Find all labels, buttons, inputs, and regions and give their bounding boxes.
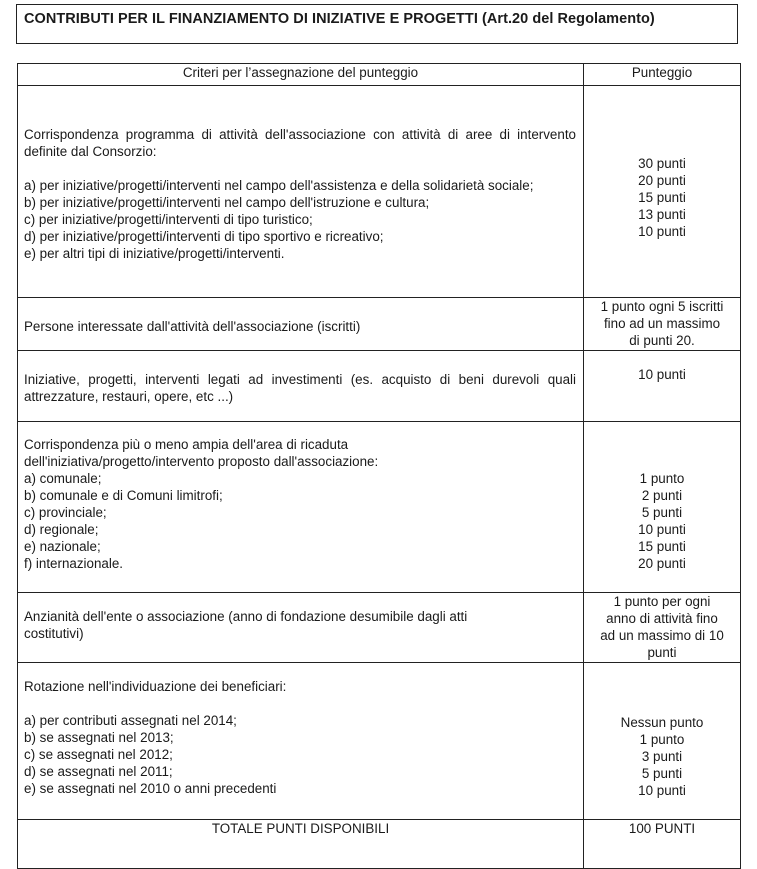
score-value: 3 punti xyxy=(641,749,683,764)
score-cell xyxy=(584,593,741,663)
score-value: 1 punto per ogni xyxy=(613,594,711,609)
criteria-item: e) nazionale; xyxy=(24,539,101,554)
score-cell xyxy=(584,422,741,593)
score-column-header: Punteggio xyxy=(584,64,741,86)
criteria-item: d) per iniziative/progetti/interventi di tipo sportivo e ricreativo; xyxy=(24,229,384,244)
table-row xyxy=(18,298,741,351)
total-label: TOTALE PUNTI DISPONIBILI xyxy=(18,820,584,869)
criteria-item: a) per iniziative/progetti/interventi nel campo dell'assistenza e della solidarietà sociale; xyxy=(24,178,534,193)
criteria-cell xyxy=(18,86,584,298)
criteria-item: b) comunale e di Comuni limitrofi; xyxy=(24,488,223,503)
score-value: 1 punto xyxy=(639,471,685,486)
score-value: 20 punti xyxy=(638,556,686,571)
score-value: 13 punti xyxy=(638,207,686,222)
score-value: ad un massimo di 10 xyxy=(600,628,724,643)
criteria-item: d) se assegnati nel 2011; xyxy=(24,764,173,779)
criteria-intro: dell'iniziativa/progetto/intervento proposto dall'associazione: xyxy=(24,454,379,469)
criteria-text: costitutivi) xyxy=(24,626,84,641)
score-cell xyxy=(584,86,741,298)
score-value: 30 punti xyxy=(638,156,686,171)
table-row xyxy=(18,663,741,820)
score-value: 5 punti xyxy=(641,505,683,520)
criteria-text: Persone interessate dall'attività dell'associazione (iscritti) xyxy=(24,319,361,334)
criteria-item: c) se assegnati nel 2012; xyxy=(24,747,173,762)
criteria-cell xyxy=(18,422,584,593)
score-value: 2 punti xyxy=(641,488,683,503)
table-row xyxy=(18,422,741,593)
criteria-column-header: Criteri per l’assegnazione del punteggio xyxy=(18,64,584,86)
criteria-item: c) per iniziative/progetti/interventi di tipo turistico; xyxy=(24,212,313,227)
criteria-item: e) se assegnati nel 2010 o anni precedenti xyxy=(24,781,277,796)
score-value: anno di attività fino xyxy=(606,611,718,626)
score-value: 10 punti xyxy=(638,522,686,537)
criteria-intro: Corrispondenza più o meno ampia dell'area di ricaduta xyxy=(24,437,349,452)
score-value: 1 punto ogni 5 iscritti xyxy=(600,299,724,314)
criteria-cell xyxy=(18,351,584,422)
criteria-text: Anzianità dell'ente o associazione (anno di fondazione desumibile dagli atti xyxy=(24,609,468,624)
score-value: 15 punti xyxy=(638,539,686,554)
score-value: fino ad un massimo xyxy=(603,316,721,331)
criteria-item: b) se assegnati nel 2013; xyxy=(24,730,174,745)
score-value: 5 punti xyxy=(641,766,683,781)
score-value: 1 punto xyxy=(639,732,685,747)
score-value: 10 punti xyxy=(638,224,686,239)
criteria-item: a) comunale; xyxy=(24,471,102,486)
score-value: 10 punti xyxy=(638,783,686,798)
criteria-item: a) per contributi assegnati nel 2014; xyxy=(24,713,237,728)
criteria-item: e) per altri tipi di iniziative/progetti/interventi. xyxy=(24,246,285,261)
table-header-row xyxy=(18,64,741,86)
score-cell xyxy=(584,663,741,820)
criteria-item: b) per iniziative/progetti/interventi nel campo dell'istruzione e cultura; xyxy=(24,195,430,210)
criteria-text: Iniziative, progetti, interventi legati ad investimenti (es. acquisto di beni durevoli quali attrezzature, restauri, opere, etc ...) xyxy=(24,372,576,404)
criteria-intro: Corrispondenza programma di attività dell'associazione con attività di aree di intervento definite dal Consorzio: xyxy=(24,127,576,159)
criteria-cell xyxy=(18,298,584,351)
total-row xyxy=(18,820,741,869)
table-row xyxy=(18,351,741,422)
score-value: Nessun punto xyxy=(620,715,704,730)
score-cell xyxy=(584,298,741,351)
score-value: di punti 20. xyxy=(629,333,695,348)
total-value: 100 PUNTI xyxy=(584,820,741,869)
document-title-box xyxy=(16,4,738,44)
score-value: 10 punti xyxy=(638,367,686,382)
scoring-table xyxy=(17,63,741,869)
score-value: 20 punti xyxy=(638,173,686,188)
criteria-cell xyxy=(18,593,584,663)
criteria-item: d) regionale; xyxy=(24,522,99,537)
table-row xyxy=(18,86,741,298)
criteria-intro: Rotazione nell'individuazione dei beneficiari: xyxy=(24,679,287,694)
criteria-cell xyxy=(18,663,584,820)
document-title: CONTRIBUTI PER IL FINANZIAMENTO DI INIZIATIVE E PROGETTI (Art.20 del Regolamento) xyxy=(24,11,655,27)
criteria-item: c) provinciale; xyxy=(24,505,107,520)
score-value: punti xyxy=(647,645,677,660)
table-row xyxy=(18,593,741,663)
criteria-item: f) internazionale. xyxy=(24,556,123,571)
score-value: 15 punti xyxy=(638,190,686,205)
score-cell xyxy=(584,351,741,422)
